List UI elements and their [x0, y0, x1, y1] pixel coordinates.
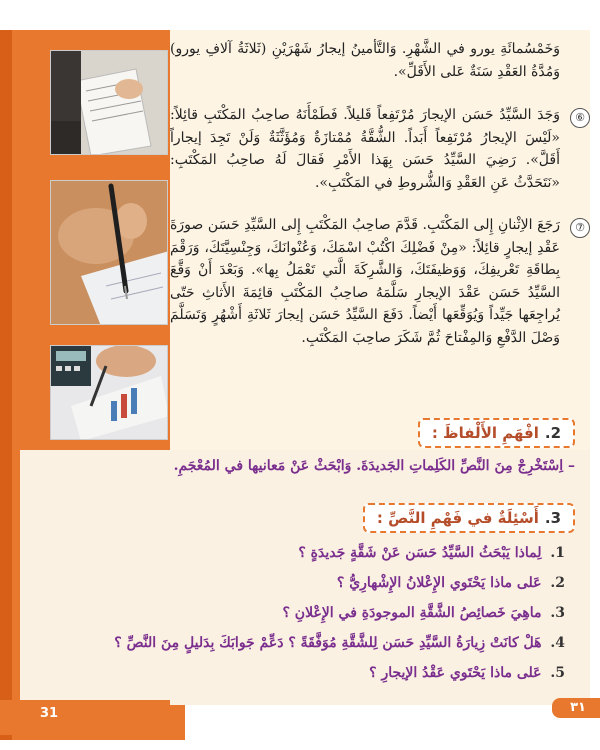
section-2-heading [418, 418, 575, 448]
section-3-heading [363, 503, 575, 533]
question-number: 3. [550, 605, 565, 621]
question-number: 2. [550, 575, 565, 591]
contract-hands-image [51, 51, 168, 155]
signing-pen-image [51, 181, 168, 325]
question-1 [45, 540, 565, 566]
question-5 [45, 660, 565, 686]
paragraph-number-7: ⑦ [570, 218, 590, 238]
paragraph-6: وَجَدَ السَّيِّدُ حَسَن الإيجارَ مُرْتَفِعاً قَليلاً. فَطَمْأَنَهُ صاحِبُ المَكْتَبِ قائِلاً: «لَيْسَ الإيجارُ مُرْتَفِعاً أَبَداً. الشُّقَّةُ مُمْتازَةٌ وَمُؤَثَّثَةٌ وَلَنْ تَجِدَ إيجاراً أَقَلَّ». رَضِيَ السَّيِّدُ حَسَن بِهَذا الأَمْرِ فَقالَ لَهُ صاحِبُ المَكْتَبِ: «نَتَحَدَّثُ عَنِ العَقْدِ وَالشُّروطِ في المَكْتَبِ». [170, 107, 560, 191]
question-text: عَلى ماذا يَحْتَوي عَقْدُ الإيجارِ ؟ [369, 665, 542, 681]
photo-calculator [50, 345, 168, 440]
section-3-number: 3. [544, 509, 561, 527]
paragraph-continuation: وَخَمْسُمائَةِ يورو في الشَّهْرِ. وَالتَّأمينُ إيجارُ شَهْرَيْنِ (ثَلاثَةُ آلافِ يورو) وَمُدَّةُ العَقْدِ سَنَةٌ عَلى الأَقَلِّ». [170, 41, 560, 80]
question-number: 1. [550, 545, 565, 561]
photo-holding-contract [50, 50, 168, 155]
paragraph-7: رَجَعَ الاِثْنانِ إِلى المَكْتَبِ. قَدَّمَ صاحِبُ المَكْتَبِ إِلى السَّيِّدِ حَسَن صورَةَ عَقْدِ إيجارٍ قائِلاً: «مِنْ فَضْلِكَ اكْتُبْ اسْمَكَ، وَعُنْوانَكَ، وَجِنْسِيَّتَكَ، وَرَقْمَ بِطاقَةِ تَعْريفِكَ، وَوَظيفَتَكَ، وَالشَّرِكَةَ الَّتي تَعْمَلُ بِها». وَبَعْدَ أَنْ وَقَّعَ السَّيِّدُ حَسَن عَقْدَ الإيجارِ سَلَّمَهُ صاحِبُ المَكْتَبِ قائِمَةَ الأَثاثِ حَتّى يُراجِعَها جَيِّداً وَيُوَقِّعَها أَيْضاً. دَفَعَ السَّيِّدُ حَسَن إيجارَ ثَلاثَةِ أَشْهُرٍ وَتَسَلَّمَ وَصْلَ الدَّفْعِ وَالمِفْتاحَ ثُمَّ شَكَرَ صاحِبَ المَكْتَبِ. [170, 217, 560, 346]
page-number-latin: 31 [40, 706, 59, 721]
question-3 [45, 600, 565, 626]
question-4 [45, 630, 565, 656]
section-3-title: أَسْئِلَةٌ في فَهْمِ النَّصِّ : [376, 509, 539, 527]
calculator-image [51, 346, 168, 440]
section-2-title: افْهَمِ الأَلْفاظَ : [431, 424, 539, 442]
question-text: لِماذا يَبْحَثُ السَّيِّدُ حَسَن عَنْ شَقَّةٍ جَديدَةٍ ؟ [298, 545, 542, 561]
footer-left-band [0, 700, 170, 735]
orange-side-stripe [0, 30, 12, 740]
question-text: عَلى ماذا يَحْتَوي الإِعْلانُ الإِشْهارِيُّ ؟ [336, 575, 542, 591]
question-number: 4. [550, 635, 565, 651]
section-2-number: 2. [544, 424, 561, 442]
photo-column [50, 50, 168, 442]
question-text: هَلْ كانَتْ زِيارَةُ السَّيِّدِ حَسَن لِلشَّقَّةِ مُوَفَّقَةً ؟ دَعِّمْ جَوابَكَ بِدَليلٍ مِنَ النَّصِّ ؟ [114, 635, 542, 651]
section-2-instruction: – اِسْتَخْرِجْ مِنَ النَّصِّ الكَلِماتِ الجَديدَةَ. وَابْحَثْ عَنْ مَعانيها في المُعْجَمِ. [173, 458, 575, 474]
question-number: 5. [550, 665, 565, 681]
question-2 [45, 570, 565, 596]
page-number-arabic: ٣١ [570, 700, 586, 715]
question-text: ماهِيَ خَصائِصُ الشَّقَّةِ الموجودَةِ في الإِعْلانِ ؟ [282, 605, 542, 621]
paragraph-number-6: ⑥ [570, 108, 590, 128]
photo-signing-contract [50, 180, 168, 325]
